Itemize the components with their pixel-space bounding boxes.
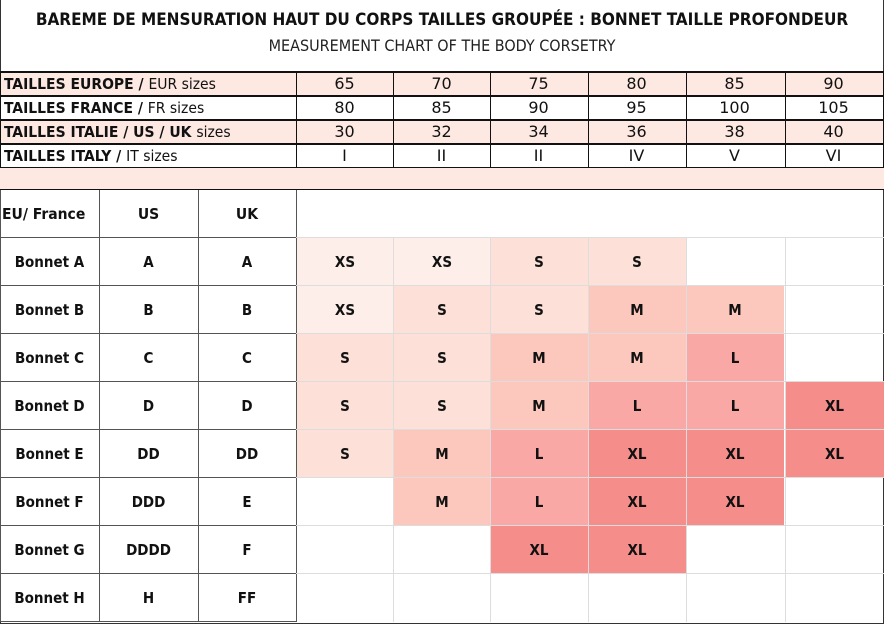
size-cell: M bbox=[588, 286, 686, 334]
table-rule bbox=[0, 119, 884, 121]
size-cell: S bbox=[393, 334, 491, 382]
size-cell: XS bbox=[393, 238, 491, 286]
grid-rule bbox=[296, 190, 297, 622]
size-cell bbox=[785, 286, 884, 334]
grid-rule bbox=[296, 573, 884, 574]
size-value: 75 bbox=[528, 74, 549, 93]
size-value: II bbox=[436, 146, 447, 165]
size-cell: XL bbox=[490, 526, 588, 574]
cup-eu-label: Bonnet A bbox=[14, 253, 85, 271]
size-row-label-light: EUR sizes bbox=[148, 75, 216, 93]
size-row-label bbox=[4, 72, 216, 96]
table-rule bbox=[296, 72, 297, 168]
grid-rule bbox=[588, 238, 589, 622]
table-rule bbox=[490, 72, 491, 168]
cup-us-label: B bbox=[143, 301, 154, 319]
size-cell: XL bbox=[785, 382, 884, 430]
grid-header: US bbox=[137, 205, 160, 223]
cup-eu-label: Bonnet B bbox=[14, 301, 85, 319]
grid-rule bbox=[686, 238, 687, 622]
size-value: II bbox=[533, 146, 544, 165]
grid-rule bbox=[296, 285, 884, 286]
size-cell: L bbox=[588, 382, 686, 430]
grid-rule bbox=[0, 381, 296, 382]
size-value: I bbox=[342, 146, 347, 165]
cup-uk-label: D bbox=[241, 397, 253, 415]
table-rule bbox=[0, 95, 884, 97]
size-row-label-light: FR sizes bbox=[147, 99, 205, 117]
size-cell: S bbox=[393, 286, 491, 334]
size-cell: XL bbox=[785, 430, 884, 478]
grid-rule bbox=[0, 237, 296, 238]
separator-band bbox=[0, 168, 884, 190]
cup-us-label: DDDD bbox=[126, 541, 171, 559]
size-row-label bbox=[4, 96, 204, 120]
grid-header: UK bbox=[235, 205, 259, 223]
size-value: 85 bbox=[431, 98, 452, 117]
table-rule bbox=[785, 72, 786, 168]
table-rule bbox=[393, 72, 394, 168]
cup-uk-label: FF bbox=[237, 589, 257, 607]
size-cell: M bbox=[490, 382, 588, 430]
table-rule bbox=[0, 167, 884, 168]
size-cell: XL bbox=[686, 430, 784, 478]
size-cell bbox=[686, 574, 784, 622]
size-value: 90 bbox=[528, 98, 549, 117]
size-cell bbox=[296, 574, 394, 622]
size-value: 36 bbox=[626, 122, 647, 141]
grid-rule bbox=[785, 238, 786, 622]
size-value: IV bbox=[628, 146, 645, 165]
size-cell: L bbox=[686, 382, 784, 430]
grid-rule bbox=[0, 190, 1, 622]
size-value: 32 bbox=[431, 122, 452, 141]
size-value: 95 bbox=[626, 98, 647, 117]
grid-rule bbox=[296, 429, 884, 430]
size-cell: S bbox=[296, 430, 394, 478]
grid-rule bbox=[0, 285, 296, 286]
size-row-label-bold: TAILLES ITALY / bbox=[4, 147, 127, 165]
chart-subtitle: MEASUREMENT CHART OF THE BODY CORSETRY bbox=[268, 36, 616, 55]
cup-uk-label: A bbox=[241, 253, 253, 271]
size-cell: XS bbox=[296, 238, 394, 286]
cup-uk-label: F bbox=[242, 541, 252, 559]
table-rule bbox=[0, 71, 884, 73]
size-cell bbox=[686, 526, 784, 574]
size-row-label bbox=[4, 144, 178, 168]
size-row bbox=[0, 96, 884, 120]
size-row-label bbox=[4, 120, 231, 144]
size-cell: M bbox=[588, 334, 686, 382]
size-cell bbox=[296, 526, 394, 574]
size-cell bbox=[296, 478, 394, 526]
size-value: 38 bbox=[724, 122, 745, 141]
size-value: 40 bbox=[823, 122, 844, 141]
size-cell: S bbox=[588, 238, 686, 286]
cup-eu-label: Bonnet E bbox=[15, 445, 84, 463]
size-cell bbox=[785, 574, 884, 622]
table-rule bbox=[686, 72, 687, 168]
size-cell: M bbox=[393, 478, 491, 526]
table-rule bbox=[588, 72, 589, 168]
size-row bbox=[0, 120, 884, 144]
cup-us-label: H bbox=[142, 589, 155, 607]
size-cell bbox=[588, 574, 686, 622]
size-cell: XL bbox=[686, 478, 784, 526]
cup-eu-label: Bonnet D bbox=[14, 397, 85, 415]
grid-header: EU/ France bbox=[2, 205, 86, 223]
size-cell: S bbox=[490, 238, 588, 286]
size-cell: XS bbox=[296, 286, 394, 334]
size-value: V bbox=[729, 146, 740, 165]
chart-title: BAREME DE MENSURATION HAUT DU CORPS TAILLES GROUPÉE : BONNET TAILLE PROFONDEUR bbox=[35, 10, 849, 30]
grid-rule bbox=[0, 573, 296, 574]
size-value: 34 bbox=[528, 122, 549, 141]
size-cell: S bbox=[296, 382, 394, 430]
size-cell: M bbox=[490, 334, 588, 382]
size-cell bbox=[785, 238, 884, 286]
size-row-label-bold: TAILLES EUROPE / bbox=[4, 75, 149, 93]
grid-rule bbox=[99, 190, 100, 622]
cup-us-label: DDD bbox=[131, 493, 166, 511]
size-cell: M bbox=[686, 286, 784, 334]
size-cell: M bbox=[393, 430, 491, 478]
cup-uk-label: E bbox=[242, 493, 252, 511]
grid-rule bbox=[296, 525, 884, 526]
size-cell bbox=[785, 334, 884, 382]
cup-us-label: DD bbox=[137, 445, 160, 463]
grid-rule bbox=[0, 333, 296, 334]
size-row-label-light: IT sizes bbox=[126, 147, 178, 165]
size-value: 30 bbox=[334, 122, 355, 141]
size-value: 85 bbox=[724, 74, 745, 93]
size-cell: S bbox=[393, 382, 491, 430]
grid-rule bbox=[0, 525, 296, 526]
size-cell: S bbox=[296, 334, 394, 382]
cup-eu-label: Bonnet F bbox=[15, 493, 84, 511]
grid-rule bbox=[296, 333, 884, 334]
size-row bbox=[0, 72, 884, 96]
size-cell: L bbox=[490, 478, 588, 526]
size-value: 70 bbox=[431, 74, 452, 93]
size-value: 100 bbox=[719, 98, 750, 117]
size-cell: L bbox=[686, 334, 784, 382]
grid-rule bbox=[0, 429, 296, 430]
size-row-label-light: sizes bbox=[196, 123, 231, 141]
grid-rule bbox=[0, 621, 296, 622]
grid-rule bbox=[490, 238, 491, 622]
size-cell bbox=[686, 238, 784, 286]
cup-uk-label: DD bbox=[235, 445, 259, 463]
table-rule bbox=[0, 143, 884, 145]
size-value: VI bbox=[825, 146, 842, 165]
size-row-label-bold: TAILLES FRANCE / bbox=[4, 99, 148, 117]
table-rule bbox=[0, 72, 1, 168]
size-row-label-bold: TAILLES ITALIE / US / UK bbox=[4, 123, 197, 141]
cup-eu-label: Bonnet C bbox=[15, 349, 84, 367]
grid-rule bbox=[296, 237, 884, 238]
size-cell bbox=[393, 574, 491, 622]
grid-rule bbox=[198, 190, 199, 622]
size-cell bbox=[393, 526, 491, 574]
cup-eu-label: Bonnet H bbox=[14, 589, 85, 607]
size-value: 80 bbox=[334, 98, 355, 117]
cup-us-label: D bbox=[142, 397, 155, 415]
size-cell: XL bbox=[588, 430, 686, 478]
grid-rule bbox=[296, 477, 884, 478]
grid-rule bbox=[0, 477, 296, 478]
cup-us-label: C bbox=[143, 349, 154, 367]
cup-uk-label: B bbox=[241, 301, 253, 319]
grid-rule bbox=[393, 238, 394, 622]
size-cell: XL bbox=[588, 526, 686, 574]
size-cell bbox=[490, 574, 588, 622]
size-value: 90 bbox=[823, 74, 844, 93]
size-cell bbox=[785, 526, 884, 574]
size-cell: S bbox=[490, 286, 588, 334]
cup-uk-label: C bbox=[242, 349, 252, 367]
cup-us-label: A bbox=[143, 253, 154, 271]
size-cell: L bbox=[490, 430, 588, 478]
size-value: 80 bbox=[626, 74, 647, 93]
size-row bbox=[0, 144, 884, 168]
size-cell: XL bbox=[588, 478, 686, 526]
grid-rule bbox=[296, 381, 884, 382]
cup-eu-label: Bonnet G bbox=[14, 541, 85, 559]
size-value: 105 bbox=[818, 98, 849, 117]
size-cell bbox=[785, 478, 884, 526]
size-value: 65 bbox=[334, 74, 355, 93]
